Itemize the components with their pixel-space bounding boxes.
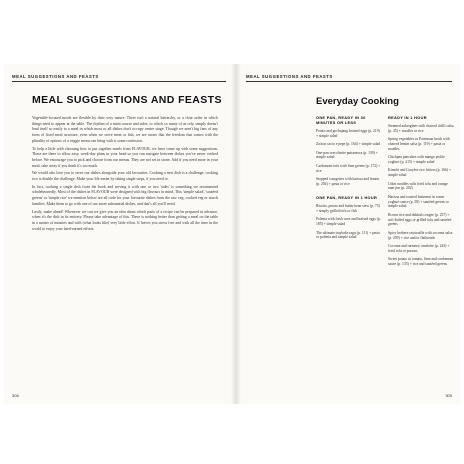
page-title-left: MEAL SUGGESTIONS AND FEASTS	[32, 94, 222, 106]
paragraph: Vegetable-focused meals are flexible by their very nature. There isn't a natural hierarchy, or a clear order in which things need to appear at the table. The rhythm of a main course and sides, to which so many of us rely, simply doesn't lend itself so easily to a meal in which most or all dishes don't occupy centre stage. Though we aren't big fans of any form of fixed meal structure, even when we serve meat or fish, we are aware that the freedom that comes with the plurality of options of a veggie menu can bring with it some confusion.	[32, 116, 218, 143]
menu-item: Coconut and turmeric omelette (p. 243) + fried tofu or prawns	[388, 243, 450, 253]
section-heading: ONE PAN, READY IN 30 MINUTES OR LESS	[316, 115, 366, 125]
paragraph: We would also love you to serve our dishes alongside your old favourites. Cooking a new dish is a challenge, cooking two is double the challenge. Make your life easier by taking single steps, if you need to.	[32, 171, 218, 182]
paragraph: In fact, cooking a single dish from the book and serving it with one or two 'sides' is something we recommend wholeheartedly. Most of the dishes in FLAVOUR were designed with big flavours in mind. This 'simple salad', 'sautéed greens' or 'simple rice' we mention below are all code for your favourite dishes from the raw veg, cooked veg or starch families. Make them to go with one of our more substantial dishes, and that's all you'll need.	[32, 184, 218, 206]
menu-item: Spring vegetables in Parmesan broth with charred lemon salsa (p. 119) + pasta or noodles	[388, 137, 450, 151]
right-page	[238, 64, 460, 404]
running-header-left	[12, 69, 226, 82]
menu-item: Polenta with fresh corn and braised eggs (p. 185) + simple salad	[316, 217, 381, 227]
running-header-right	[246, 69, 452, 82]
menu-item: Cardamom tofu with lime greens (p. 172) + rice	[316, 163, 381, 173]
page-title-right: Everyday Cooking	[316, 96, 399, 107]
menu-item: Za'atar cacio e pepe (p. 164) + simple salad	[316, 142, 381, 147]
menu-column-1	[316, 115, 382, 244]
menu-item: Spicy berbere ratatouille with coconut salsa (p. 209) + rice and/or flatbreads	[388, 230, 453, 240]
menu-item: Harissa and roasted butternut in warm yoghurt sauce (p. 58) + sautéed greens or simple salad	[388, 194, 449, 209]
menu-item: The ultimate traybake ragu (p. 111) + pasta or polenta and simple salad	[316, 230, 380, 240]
menu-item: Stopped courgettes with harissa and lemon (p. 204) + pasta or rice	[316, 176, 380, 186]
menu-item: Chickpea pancakes with mango pickle yoghurt (p. 215) + simple salad	[388, 155, 445, 164]
menu-item: Sweet potato in tomato, lime and cardamom sauce (p. 135) + rice and sautéed greens	[388, 257, 454, 266]
section-heading: READY IN 1 HOUR	[388, 115, 427, 120]
menu-item: Steamed aubergines with charred chilli salsa (p. 45) + noodles or rice	[388, 124, 454, 133]
menu-item: Kimchi and Gruyère rice fritters (p. 166) + simple salad	[388, 168, 452, 178]
running-header-left-text: MEAL SUGGESTIONS AND FEASTS	[12, 74, 99, 79]
book-spread	[4, 64, 460, 404]
menu-item: Brown rice and dukkah congee (p. 237) + soft-boiled eggs or grilled tofu and sautéed greens	[388, 212, 452, 227]
menu-item: One-pan orecchiette puttanesca (p. 139) + simple salad	[316, 150, 378, 160]
menu-item: Udon noodles with fried tofu and orange nam jim (p. 202)	[388, 181, 449, 191]
paragraph: To help a little with choosing how to put together meals from FLAVOUR, we have come up with some suggestions. These are there to allow easy, week-day plans in your head so you can navigate between dishes you've never cooked before. We encourage you to pick and choose from our menus. They are not set in stone. Add if you need more in your meal, take away if you think it's too much.	[32, 146, 218, 168]
left-page	[4, 64, 234, 404]
menu-item: Potato and gochujang braised eggs (p. 219) + simple salad	[316, 129, 380, 138]
page-number-right: 309	[445, 393, 452, 398]
menu-column-2	[388, 115, 454, 270]
section-heading: ONE PAN, READY IN 1 HOUR	[316, 195, 378, 201]
running-header-right-text: MEAL SUGGESTIONS AND FEASTS	[246, 74, 333, 79]
menu-item: Risotto, potato and butter bean stew (p. 75) + simply grilled tofu or fish	[316, 204, 380, 213]
body-text	[32, 116, 218, 234]
paragraph: Lastly, make ahead! Whenever we can we give you an idea about which parts of a recipe can be prepared in advance, when it's the dish in its entirety. Please take advantage of this. There is nothing better than getting a meal on the table in a matter of minutes and with (what looks like) very little effort. It leaves you stress free and with all the time in the world to enjoy your hard-earned efforts.	[32, 209, 218, 231]
page-number-left: 308	[12, 393, 19, 398]
